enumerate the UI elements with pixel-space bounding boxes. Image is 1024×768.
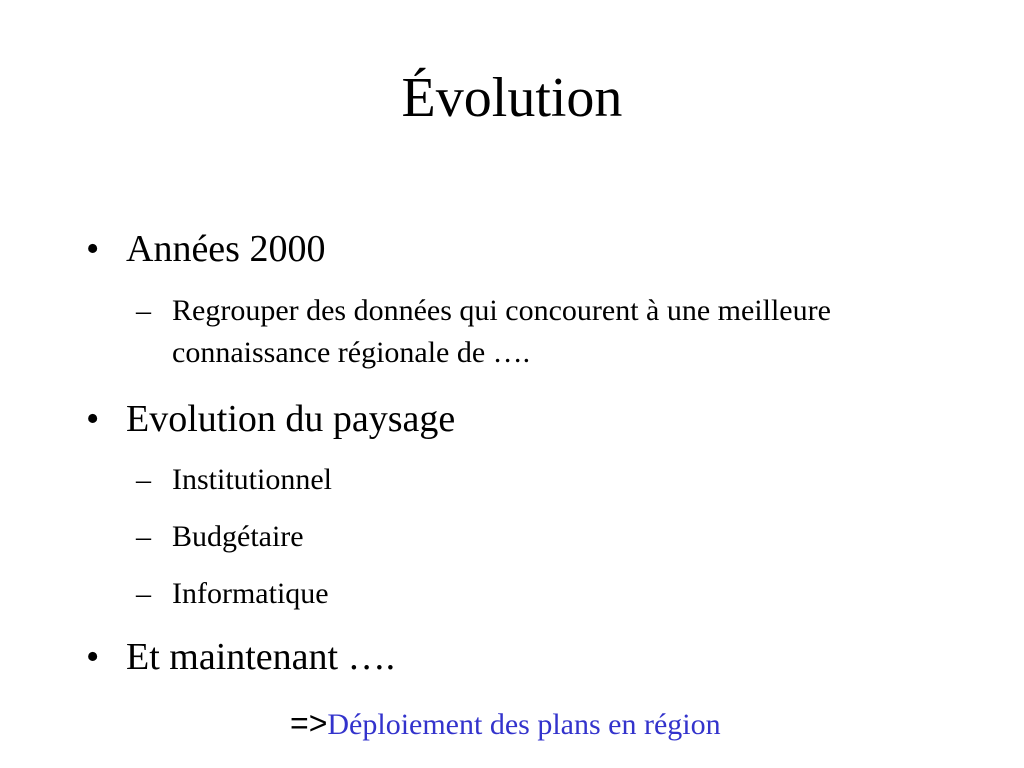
bullet-icon: • (86, 636, 100, 678)
sub-item-label: Budgétaire (172, 520, 304, 553)
sub-item-label: Informatique (172, 577, 329, 610)
sub-item-informatique (136, 573, 936, 615)
slide-title: Évolution (401, 67, 623, 129)
bullet-label: Et maintenant …. (126, 636, 396, 678)
dash-icon: – (136, 520, 151, 553)
bullet-item-evolution-paysage (86, 396, 966, 442)
dash-icon: – (136, 577, 151, 610)
deployment-text: Déploiement des plans en région (327, 708, 721, 741)
sub-item-label: Regrouper des données qui concourent à une meilleure connaissance régionale de …. (172, 294, 831, 369)
bullet-icon: • (86, 228, 100, 270)
conclusion-line (290, 702, 721, 746)
sub-item-regrouper (136, 290, 936, 374)
bullet-icon: • (86, 398, 100, 440)
dash-icon: – (136, 463, 151, 496)
bullet-label: Evolution du paysage (126, 398, 456, 440)
sub-item-label: Institutionnel (172, 463, 332, 496)
sub-item-budgetaire (136, 516, 936, 558)
arrow-icon: => (290, 705, 328, 741)
dash-icon: – (136, 294, 151, 327)
bullet-label: Années 2000 (126, 228, 326, 270)
sub-item-institutionnel (136, 459, 936, 501)
bullet-item-annees-2000 (86, 226, 966, 272)
bullet-item-et-maintenant (86, 634, 966, 680)
